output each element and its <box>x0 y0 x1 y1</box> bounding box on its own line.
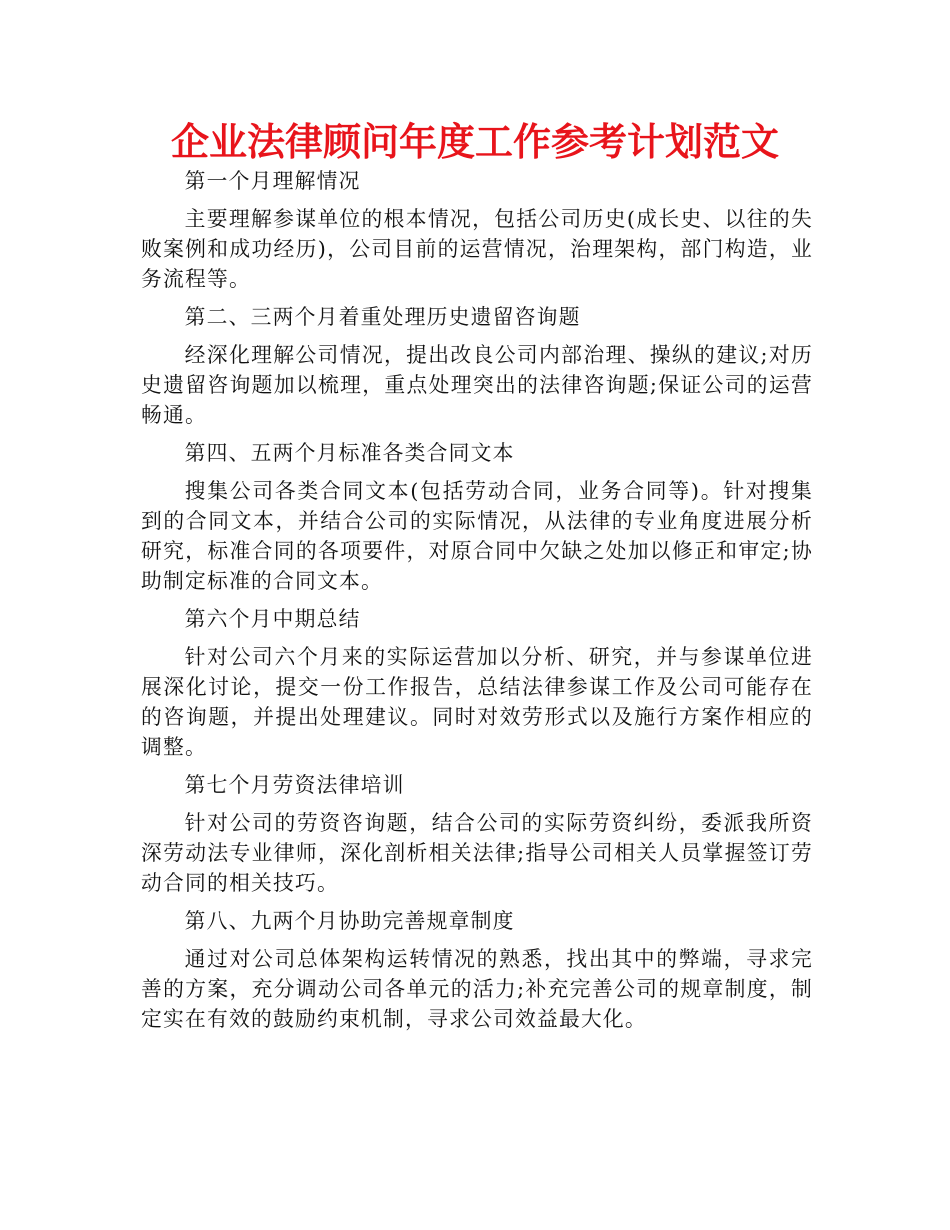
section-heading-months-4-5: 第四、五两个月标准各类合同文本 <box>184 441 515 465</box>
section-heading-month-6: 第六个月中期总结 <box>184 607 361 631</box>
section-heading-month-1: 第一个月理解情况 <box>184 169 361 193</box>
section-heading-months-8-9: 第八、九两个月协助完善规章制度 <box>184 909 515 933</box>
paragraph-months-8-9: 通过对公司总体架构运转情况的熟悉，找出其中的弊端，寻求完善的方案，充分调动公司各单元的活力;补充完善公司的规章制度，制定实在有效的鼓励约束机制，寻求公司效益最大化。 <box>141 947 813 1031</box>
paragraph-month-6: 针对公司六个月来的实际运营加以分析、研究，并与参谋单位进展深化讨论，提交一份工作报告，总结法律参谋工作及公司可能存在的咨询题，并提出处理建议。同时对效劳形式以及施行方案作相应的调整。 <box>141 645 813 759</box>
paragraph-month-1: 主要理解参谋单位的根本情况，包括公司历史(成长史、以往的失败案例和成功经历)，公司目前的运营情况，治理架构，部门构造，业务流程等。 <box>141 207 813 291</box>
paragraph-months-4-5: 搜集公司各类合同文本(包括劳动合同，业务合同等)。针对搜集到的合同文本，并结合公司的实际情况，从法律的专业角度进展分析研究，标准合同的各项要件，对原合同中欠缺之处加以修正和审定;协助制定标准的合同文本。 <box>141 479 813 593</box>
document-body <box>141 166 813 1042</box>
section-heading-month-7: 第七个月劳资法律培训 <box>184 773 405 797</box>
document-title: 企业法律顾问年度工作参考计划范文 <box>170 120 779 164</box>
paragraph-months-2-3: 经深化理解公司情况，提出改良公司内部治理、操纵的建议;对历史遗留咨询题加以梳理，重点处理突出的法律咨询题;保证公司的运营畅通。 <box>141 343 813 427</box>
paragraph-month-7: 针对公司的劳资咨询题，结合公司的实际劳资纠纷，委派我所资深劳动法专业律师，深化剖析相关法律;指导公司相关人员掌握签订劳动合同的相关技巧。 <box>141 811 813 895</box>
section-heading-months-2-3: 第二、三两个月着重处理历史遗留咨询题 <box>184 305 581 329</box>
